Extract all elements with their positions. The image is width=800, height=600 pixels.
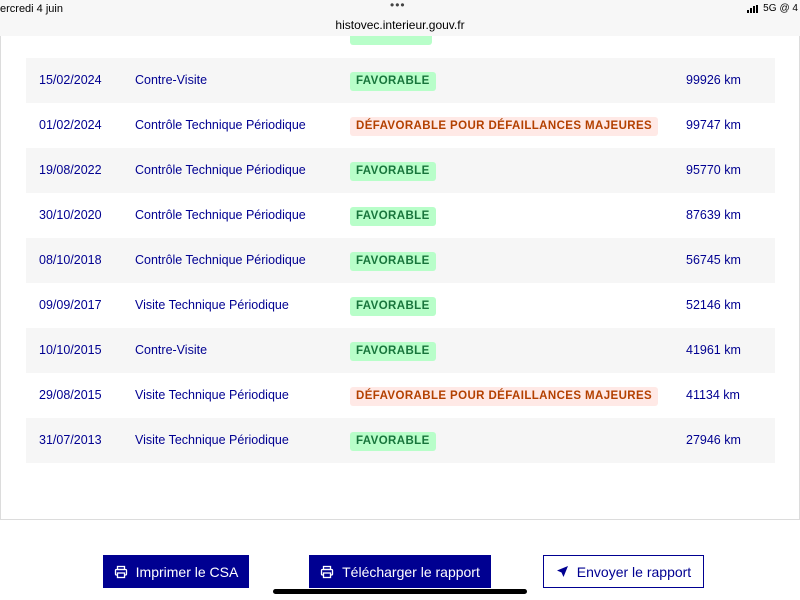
result-badge: FAVORABLE — [350, 162, 436, 181]
mileage: 95770 km — [686, 163, 741, 177]
result-badge-cell — [350, 116, 658, 135]
result-badge-cell — [350, 296, 436, 315]
inspection-type: Contrôle Technique Périodique — [135, 163, 306, 177]
more-dots-icon[interactable]: ••• — [390, 0, 406, 12]
table-row — [26, 328, 775, 373]
inspection-type: Visite Technique Périodique — [135, 388, 289, 402]
inspection-type: Contrôle Technique Périodique — [135, 118, 306, 132]
send-report-button[interactable] — [543, 555, 704, 588]
inspection-history-table — [26, 36, 775, 463]
inspection-type: Visite Technique Périodique — [135, 433, 289, 447]
inspection-type: Contre-Visite — [135, 73, 208, 87]
inspection-date: 31/07/2013 — [39, 433, 102, 447]
network-label: 5G — [763, 3, 777, 14]
result-badge: DÉFAVORABLE POUR DÉFAILLANCES MAJEURES — [350, 387, 658, 406]
print-csa-label: Imprimer le CSA — [135, 563, 239, 580]
table-row — [26, 58, 775, 103]
table-row — [26, 238, 775, 283]
result-badge-cell — [350, 71, 436, 90]
inspection-type: Contre-Visite — [135, 343, 208, 357]
inspection-date: 15/02/2024 — [39, 73, 102, 87]
result-badge: FAVORABLE — [350, 342, 436, 361]
result-badge: FAVORABLE — [350, 297, 436, 316]
table-row — [26, 103, 775, 148]
table-row — [26, 148, 775, 193]
mileage: 41961 km — [686, 343, 741, 357]
result-badge: FAVORABLE — [350, 207, 436, 226]
home-indicator[interactable] — [273, 589, 527, 594]
address-bar-url[interactable]: histovec.interieur.gouv.fr — [335, 18, 465, 32]
ios-status-bar — [0, 0, 800, 37]
inspection-type: Contrôle Technique Périodique — [135, 208, 306, 222]
result-badge — [350, 36, 432, 45]
result-badge-cell — [350, 161, 436, 180]
inspection-date: 10/10/2015 — [39, 343, 102, 357]
mileage: 41134 km — [686, 388, 740, 402]
result-badge: DÉFAVORABLE POUR DÉFAILLANCES MAJEURES — [350, 117, 658, 136]
status-indicators — [747, 3, 798, 14]
download-report-button[interactable] — [309, 555, 491, 588]
result-badge: FAVORABLE — [350, 432, 436, 451]
result-badge-cell — [350, 206, 436, 225]
table-row — [26, 193, 775, 238]
inspection-date: 19/08/2022 — [39, 163, 102, 177]
signal-icon — [747, 5, 758, 13]
print-csa-button[interactable] — [103, 555, 249, 588]
result-badge-cell — [350, 431, 436, 450]
send-report-label: Envoyer le rapport — [576, 563, 692, 580]
status-date: ercredi 4 juin — [0, 3, 63, 15]
result-badge-cell — [350, 386, 658, 405]
mileage: 87639 km — [686, 208, 741, 222]
result-badge-cell — [350, 251, 436, 270]
mileage: 56745 km — [686, 253, 741, 267]
table-row-partial — [26, 36, 775, 58]
result-badge-cell — [350, 341, 436, 360]
status-extra: @ 4 — [779, 3, 798, 14]
mileage: 52146 km — [686, 298, 741, 312]
send-arrow-icon — [556, 565, 569, 578]
printer-icon — [114, 565, 128, 579]
table-row — [26, 418, 775, 463]
history-card — [0, 36, 800, 520]
mileage: 99926 km — [686, 73, 741, 87]
inspection-type: Contrôle Technique Périodique — [135, 253, 306, 267]
inspection-date: 09/09/2017 — [39, 298, 102, 312]
inspection-date: 08/10/2018 — [39, 253, 102, 267]
table-row — [26, 283, 775, 328]
inspection-date: 30/10/2020 — [39, 208, 102, 222]
inspection-date: 29/08/2015 — [39, 388, 102, 402]
result-badge: FAVORABLE — [350, 252, 436, 271]
table-row — [26, 373, 775, 418]
printer-icon — [320, 565, 334, 579]
mileage: 99747 km — [686, 118, 741, 132]
download-report-label: Télécharger le rapport — [342, 563, 480, 580]
inspection-date: 01/02/2024 — [39, 118, 102, 132]
inspection-type: Visite Technique Périodique — [135, 298, 289, 312]
result-badge: FAVORABLE — [350, 72, 436, 91]
mileage: 27946 km — [686, 433, 741, 447]
